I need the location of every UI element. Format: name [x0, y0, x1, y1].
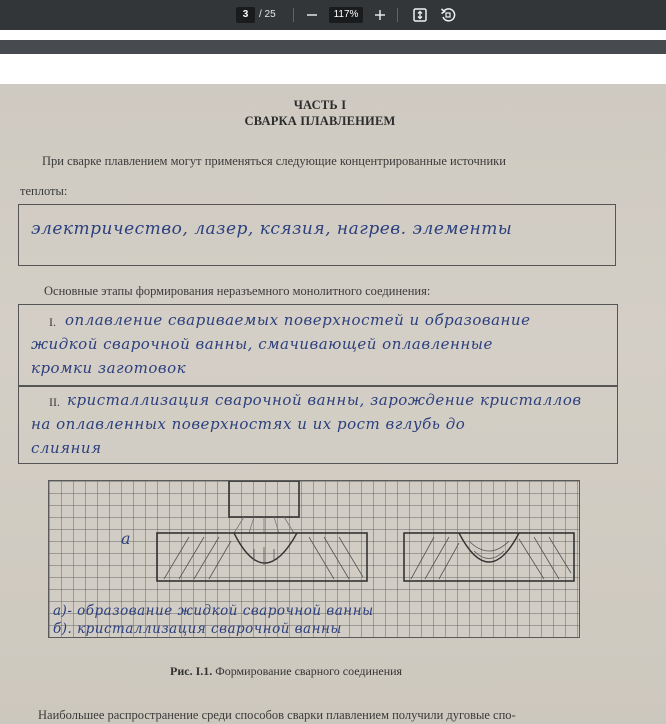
zoom-level-input[interactable]: 117% [329, 7, 363, 23]
stage-1-box [18, 304, 618, 386]
zoom-out-button[interactable] [302, 5, 322, 25]
stage-2-line-3: слияния [31, 439, 102, 457]
question-1-line-1: При сварке плавлением могут применяться следующие концентрированные источники [42, 154, 506, 168]
toolbar-spacer [0, 30, 666, 40]
stage-1-number: I. [49, 315, 56, 329]
stage-1-line-1: оплавление свариваемых поверхностей и образование [65, 311, 531, 329]
answer-1-handwriting: электричество, лазер, ксязия, нагрев. элементы [31, 219, 513, 239]
toolbar-divider [293, 8, 294, 22]
fit-page-button[interactable] [410, 5, 430, 25]
fit-page-icon [410, 5, 430, 25]
stage-1-line-2: жидкой сварочной ванны, смачивающей оплавленные [31, 335, 493, 353]
question-2: Основные этапы формирования неразъемного монолитного соединения: [44, 284, 431, 298]
stage-2-box [18, 386, 618, 464]
stage-1-line-3: кромки заготовок [31, 359, 187, 377]
pdf-toolbar [0, 0, 666, 30]
page-count: / 25 [259, 9, 276, 20]
rotate-icon [438, 5, 458, 25]
caption-label: Рис. I.1. [170, 664, 213, 678]
viewer-shade-bar [0, 40, 666, 54]
legend-b: б). кристаллизация сварочной ванны [53, 621, 342, 637]
part-title: ЧАСТЬ I [293, 98, 347, 112]
document-page [0, 84, 666, 724]
question-1-line-2: теплоты: [20, 184, 68, 198]
stage-2-line-1: кристаллизация сварочной ванны, зарождение кристаллов [67, 391, 582, 409]
figure-caption [170, 664, 402, 679]
stage-2-line-2: на оплавленных поверхностях и их рост вглубь до [31, 415, 466, 433]
bottom-text-line: Наибольшее распространение среди способов сварки плавлением получили дуговые спо- [38, 708, 516, 722]
page-number-input[interactable]: 3 [236, 7, 255, 23]
rotate-button[interactable] [438, 5, 458, 25]
answer-1-box [18, 204, 616, 266]
legend-a: а)- образование жидкой сварочной ванны [53, 603, 374, 619]
caption-text: Формирование сварного соединения [215, 664, 403, 678]
figure-label-a: а [121, 529, 132, 548]
weld-figure [48, 480, 580, 638]
zoom-out-icon [302, 5, 322, 25]
toolbar-divider [397, 8, 398, 22]
zoom-in-icon [370, 5, 390, 25]
section-title: СВАРКА ПЛАВЛЕНИЕМ [244, 114, 396, 128]
stage-2-number: II. [49, 395, 60, 409]
zoom-in-button[interactable] [370, 5, 390, 25]
